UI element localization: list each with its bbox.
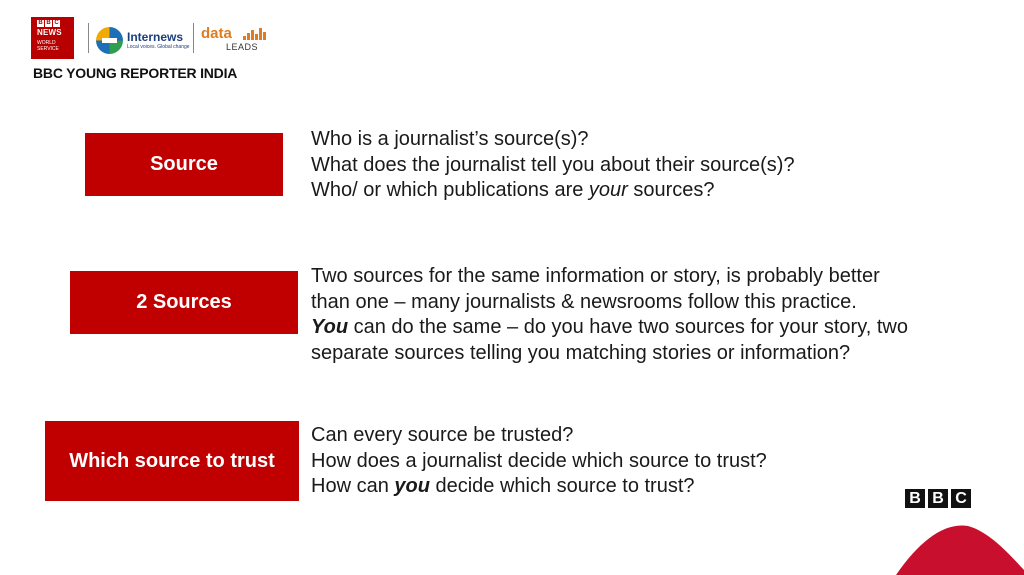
- corner-curve-shape: [896, 525, 1024, 575]
- two-sources-text: [311, 264, 908, 366]
- bbc-block-b1: B: [905, 489, 925, 508]
- bbc-news-world-service-logo: [31, 17, 74, 59]
- emphasis-you: you: [394, 475, 430, 497]
- text-line: [311, 153, 795, 179]
- text-run: decide which source to trust?: [429, 475, 695, 497]
- dataleads-leads-text: LEADS: [226, 42, 259, 52]
- internews-name: Internews: [127, 29, 184, 44]
- text-run: Two sources for the same information or story, is probably better: [311, 265, 880, 287]
- label-source: Source: [85, 133, 283, 196]
- bbc-block-c: C: [951, 489, 971, 508]
- internews-globe-icon: [96, 27, 123, 54]
- text-run: What does the journalist tell you about their source(s)?: [311, 153, 795, 176]
- text-line: [311, 264, 908, 290]
- text-line: [311, 423, 767, 449]
- text-run: Can every source be trusted?: [311, 424, 574, 446]
- corner-decoration: [890, 520, 1024, 575]
- text-run: Who is a journalist’s source(s)?: [311, 128, 589, 150]
- source-questions: [311, 127, 795, 204]
- text-run: How does a journalist decide which source to trust?: [311, 449, 767, 472]
- bbc-block-b1: B: [38, 20, 43, 26]
- bbc-block-b2: B: [928, 489, 948, 508]
- text-line: [311, 449, 767, 475]
- internews-logo: [96, 25, 190, 55]
- world-service-line1: WORLD: [37, 40, 56, 46]
- emphasis-your: your: [588, 179, 628, 201]
- label-which-source-to-trust: Which source to trust: [45, 421, 299, 501]
- text-run: sources?: [627, 179, 715, 201]
- text-line: [311, 290, 908, 316]
- dataleads-logo: [201, 26, 267, 54]
- text-line: [311, 178, 795, 204]
- text-run: than one – many journalists & newsrooms follow this practice.: [311, 290, 857, 313]
- brand-title: BBC YOUNG REPORTER INDIA: [33, 65, 238, 81]
- bbc-block-c: C: [54, 20, 59, 26]
- logo-divider: [193, 23, 194, 53]
- internews-tagline: Local voices. Global change: [127, 43, 190, 50]
- text-line: [311, 474, 767, 500]
- text-run: can do the same – do you have two sources for your story, two: [348, 316, 908, 338]
- bbc-block-b2: B: [46, 20, 51, 26]
- world-service-line2: SERVICE: [37, 46, 59, 52]
- emphasis-you: You: [311, 316, 349, 338]
- text-run: separate sources telling you matching stories or information?: [311, 341, 851, 364]
- bbc-logo: [905, 489, 971, 508]
- text-line: [311, 341, 908, 367]
- bbc-news-logo-text: NEWS: [37, 28, 62, 37]
- text-run: How can: [311, 475, 395, 497]
- trust-questions: [311, 423, 767, 500]
- dataleads-bars-icon: [243, 28, 266, 40]
- logo-divider: [88, 23, 89, 53]
- dataleads-data-text: data: [201, 25, 232, 42]
- text-run: Who/ or which publications are: [311, 179, 589, 201]
- label-2-sources: 2 Sources: [70, 271, 298, 334]
- text-line: [311, 315, 908, 341]
- text-line: [311, 127, 795, 153]
